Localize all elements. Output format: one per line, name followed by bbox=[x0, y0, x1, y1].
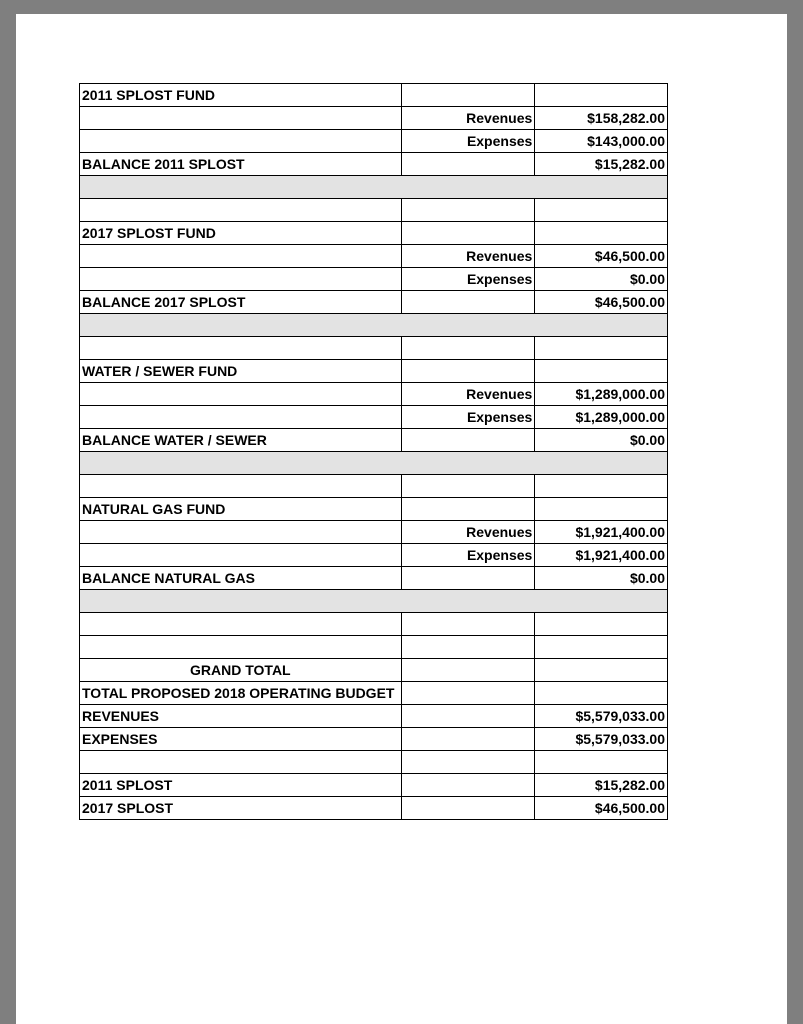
fund-expenses-row bbox=[80, 406, 668, 429]
fund-balance-row bbox=[80, 291, 668, 314]
grand-total-subtitle: TOTAL PROPOSED 2018 OPERATING BUDGET bbox=[80, 682, 402, 705]
revenues-amount: $1,289,000.00 bbox=[535, 383, 668, 406]
expenses-amount: $0.00 bbox=[535, 268, 668, 291]
revenues-amount: $1,921,400.00 bbox=[535, 521, 668, 544]
fund-expenses-row bbox=[80, 130, 668, 153]
revenues-label: Revenues bbox=[401, 383, 535, 406]
expenses-amount: $143,000.00 bbox=[535, 130, 668, 153]
revenues-label: Revenues bbox=[401, 107, 535, 130]
splost-2017-row bbox=[80, 797, 668, 820]
document-page bbox=[16, 14, 787, 1024]
splost-2011-row bbox=[80, 774, 668, 797]
total-revenues-amount: $5,579,033.00 bbox=[535, 705, 668, 728]
spacer-row bbox=[80, 452, 668, 475]
grand-total-subtitle-row bbox=[80, 682, 668, 705]
total-revenues-label: REVENUES bbox=[80, 705, 402, 728]
revenues-amount: $158,282.00 bbox=[535, 107, 668, 130]
total-revenues-row bbox=[80, 705, 668, 728]
expenses-label: Expenses bbox=[401, 406, 535, 429]
total-expenses-label: EXPENSES bbox=[80, 728, 402, 751]
total-expenses-amount: $5,579,033.00 bbox=[535, 728, 668, 751]
fund-balance-row bbox=[80, 429, 668, 452]
fund-expenses-row bbox=[80, 268, 668, 291]
fund-balance-row bbox=[80, 567, 668, 590]
fund-revenues-row bbox=[80, 245, 668, 268]
fund-title-row bbox=[80, 498, 668, 521]
fund-expenses-row bbox=[80, 544, 668, 567]
balance-label: BALANCE WATER / SEWER bbox=[80, 429, 402, 452]
expenses-label: Expenses bbox=[401, 544, 535, 567]
fund-title: 2011 SPLOST FUND bbox=[80, 84, 402, 107]
fund-revenues-row bbox=[80, 107, 668, 130]
spacer-row bbox=[80, 751, 668, 774]
revenues-label: Revenues bbox=[401, 521, 535, 544]
total-expenses-row bbox=[80, 728, 668, 751]
balance-amount: $15,282.00 bbox=[535, 153, 668, 176]
balance-label: BALANCE 2017 SPLOST bbox=[80, 291, 402, 314]
revenues-label: Revenues bbox=[401, 245, 535, 268]
balance-amount: $0.00 bbox=[535, 429, 668, 452]
expenses-label: Expenses bbox=[401, 268, 535, 291]
spacer-row bbox=[80, 337, 668, 360]
fund-title: WATER / SEWER FUND bbox=[80, 360, 402, 383]
splost-2017-amount: $46,500.00 bbox=[535, 797, 668, 820]
expenses-amount: $1,289,000.00 bbox=[535, 406, 668, 429]
balance-amount: $0.00 bbox=[535, 567, 668, 590]
grand-total-title: GRAND TOTAL bbox=[80, 659, 402, 682]
expenses-amount: $1,921,400.00 bbox=[535, 544, 668, 567]
fund-balance-row bbox=[80, 153, 668, 176]
revenues-amount: $46,500.00 bbox=[535, 245, 668, 268]
fund-title-row bbox=[80, 360, 668, 383]
budget-table bbox=[79, 83, 668, 820]
spacer-row bbox=[80, 176, 668, 199]
spacer-row bbox=[80, 199, 668, 222]
fund-title-row bbox=[80, 222, 668, 245]
spacer-row bbox=[80, 613, 668, 636]
splost-2011-label: 2011 SPLOST bbox=[80, 774, 402, 797]
spacer-row bbox=[80, 314, 668, 337]
spacer-row bbox=[80, 590, 668, 613]
grand-total-row bbox=[80, 659, 668, 682]
expenses-label: Expenses bbox=[401, 130, 535, 153]
fund-title-row bbox=[80, 84, 668, 107]
fund-title: NATURAL GAS FUND bbox=[80, 498, 402, 521]
splost-2017-label: 2017 SPLOST bbox=[80, 797, 402, 820]
spacer-row bbox=[80, 475, 668, 498]
spacer-row bbox=[80, 636, 668, 659]
balance-amount: $46,500.00 bbox=[535, 291, 668, 314]
splost-2011-amount: $15,282.00 bbox=[535, 774, 668, 797]
fund-revenues-row bbox=[80, 521, 668, 544]
fund-revenues-row bbox=[80, 383, 668, 406]
balance-label: BALANCE NATURAL GAS bbox=[80, 567, 402, 590]
balance-label: BALANCE 2011 SPLOST bbox=[80, 153, 402, 176]
fund-title: 2017 SPLOST FUND bbox=[80, 222, 402, 245]
